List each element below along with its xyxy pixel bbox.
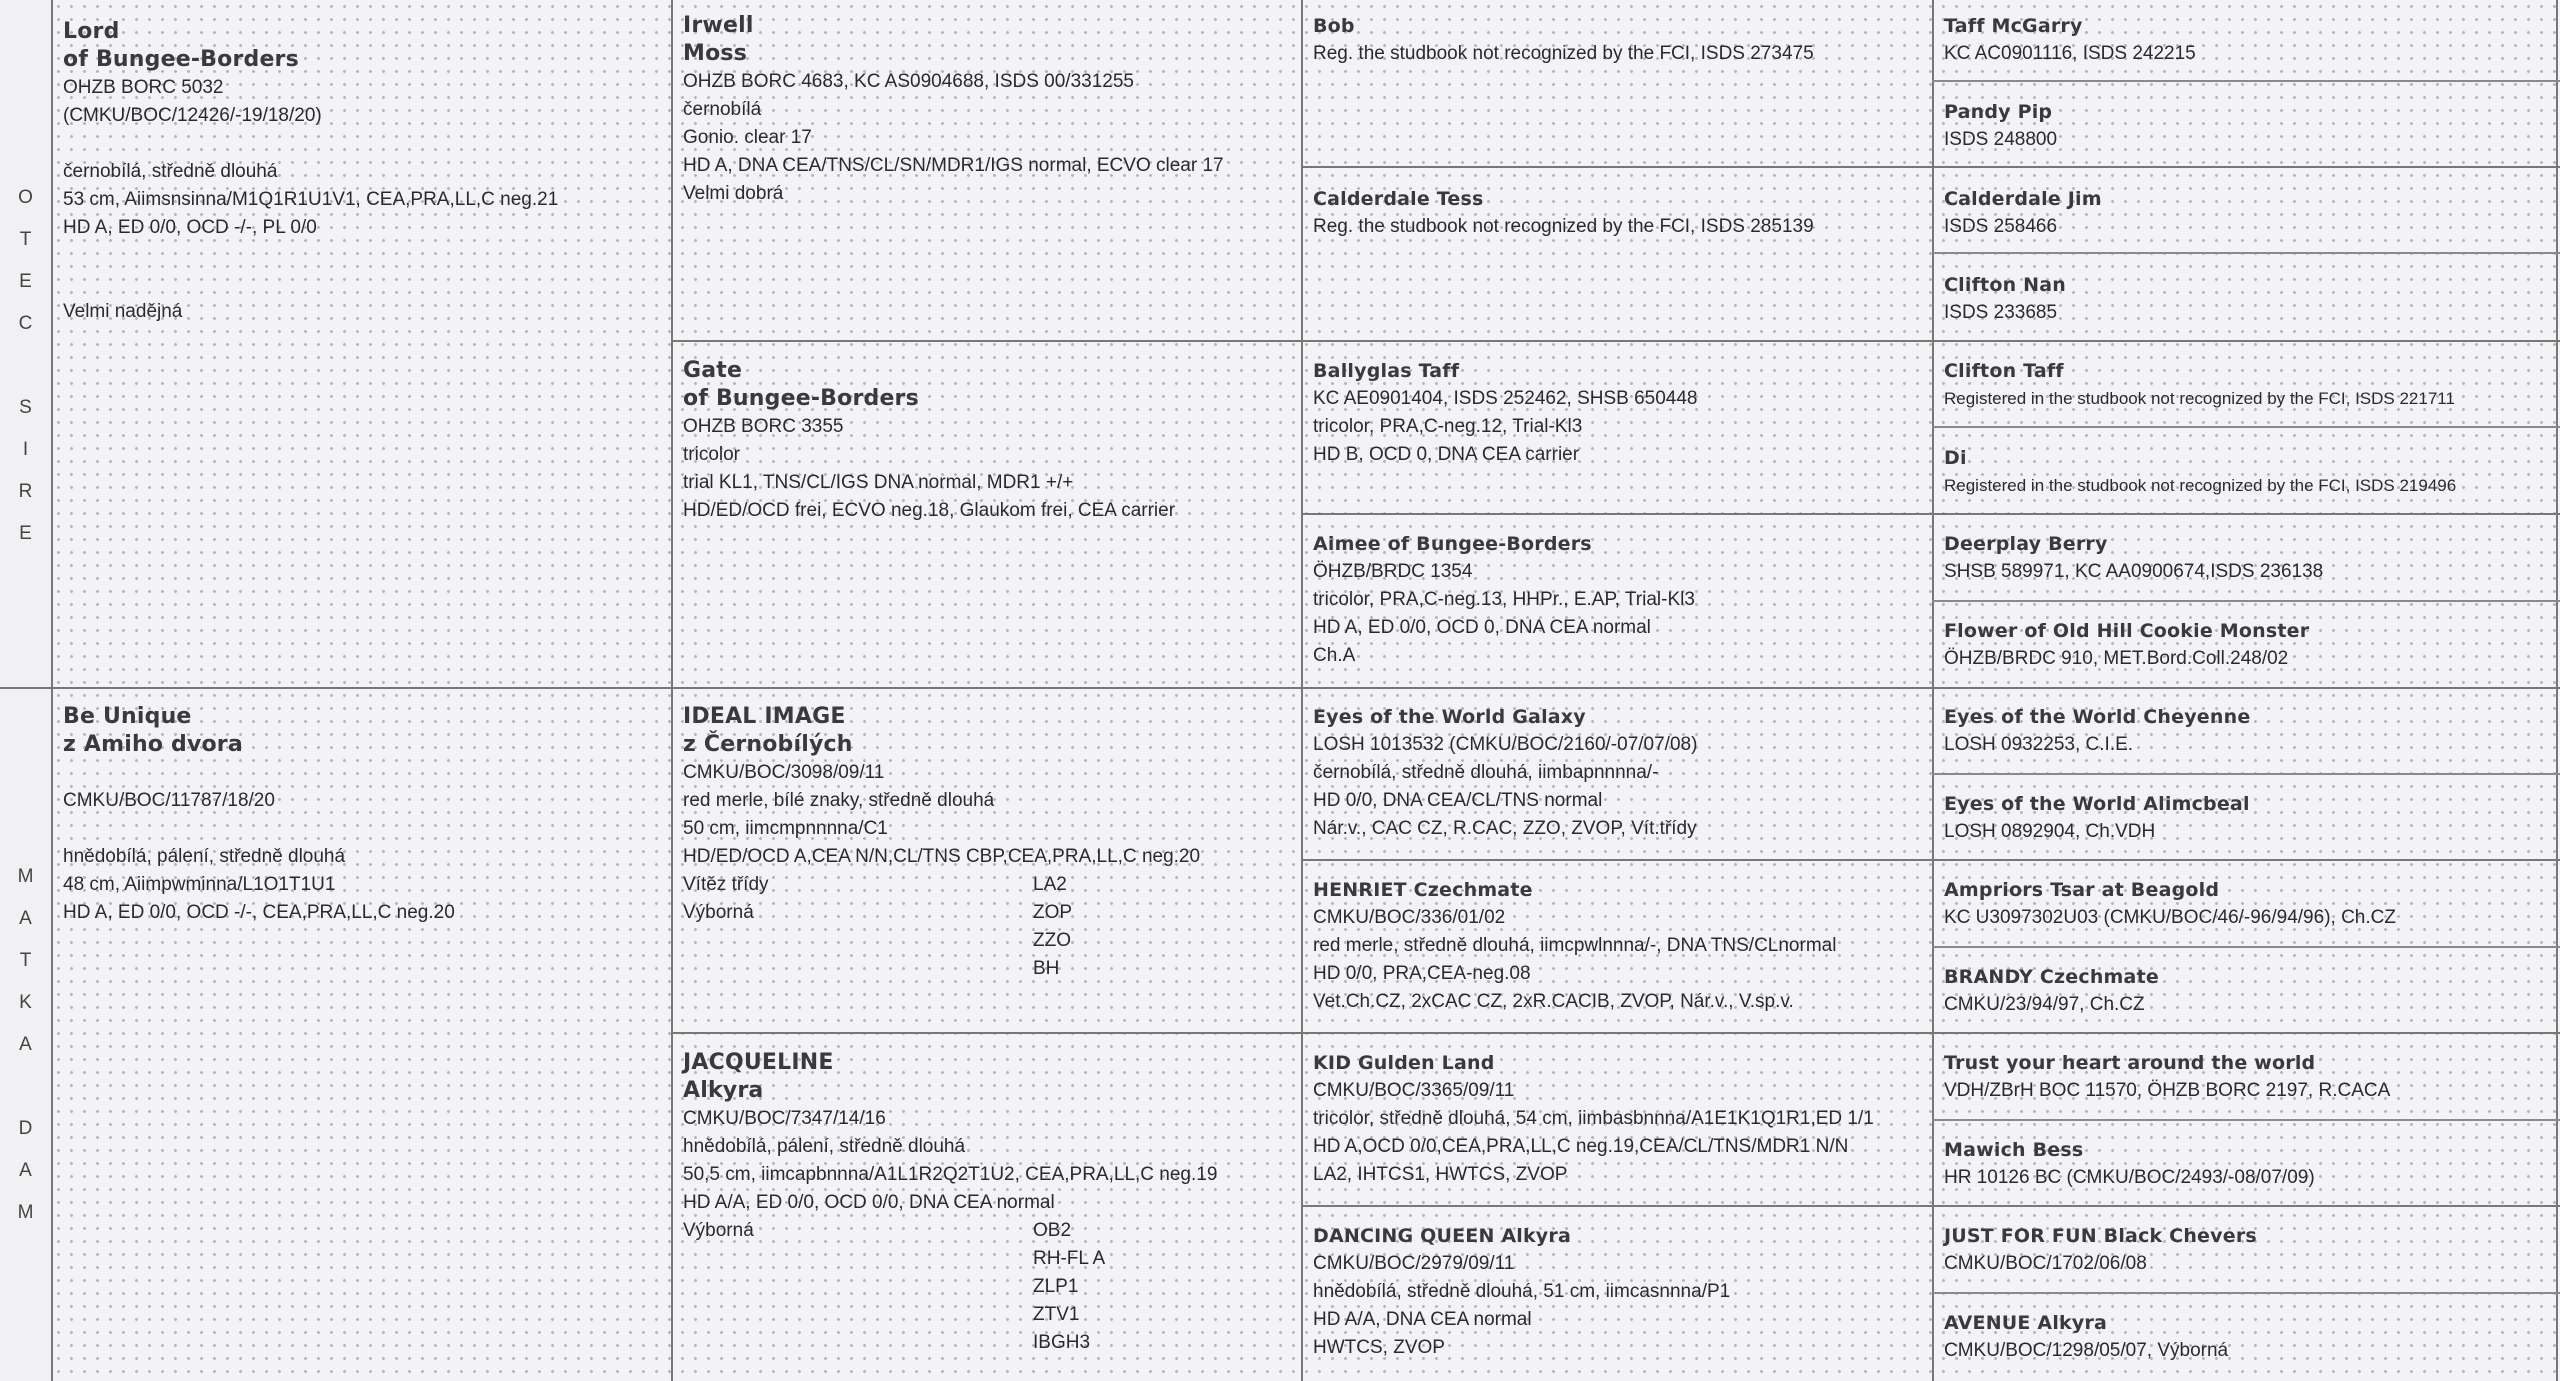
row-divider: [1301, 1205, 2560, 1207]
gen3-cell: [1303, 530, 1932, 670]
row-divider: [1932, 80, 2560, 82]
dog-info-line: CMKU/BOC/2979/09/11: [1313, 1253, 1515, 1274]
dog-name: Moss: [683, 41, 747, 66]
dam-letter: M: [17, 1202, 34, 1223]
gen4-cell: [1934, 357, 2556, 413]
dog-name: Mawich Bess: [1944, 1139, 2084, 1161]
gen4-cell: [1934, 790, 2556, 846]
title-row: [683, 1245, 1291, 1273]
dog-info-line: černobílá, středně dlouhá, iimbapnnnna/-: [1313, 762, 1659, 783]
dog-name: Bob: [1313, 15, 1355, 37]
dam-side-label: [0, 688, 53, 1381]
dog-info-line: CMKU/BOC/1298/05/07, Výborná: [1944, 1340, 2229, 1361]
row-divider: [1932, 946, 2560, 948]
row-divider: [1932, 773, 2560, 775]
sire-letter: E: [19, 271, 32, 292]
gen4-cell: [1934, 12, 2556, 68]
rating-text: [683, 927, 1033, 955]
gen4-cell: [1934, 963, 2556, 1019]
dog-info-line: HD/ED/OCD A,CEA N/N,CL/TNS CBP,CEA,PRA,LL,C neg.20: [683, 846, 1201, 867]
dog-info-line: [63, 242, 659, 270]
dam-letter: A: [19, 1160, 32, 1181]
dog-name: DANCING QUEEN Alkyra: [1313, 1225, 1571, 1247]
dam-letter: A: [19, 908, 32, 929]
gen4-cell: [1934, 444, 2556, 500]
dog-info-line: CMKU/23/94/97, Ch.CZ: [1944, 994, 2145, 1015]
dog-info-line: Nár.v., CAC CZ, R.CAC, ZZO, ZVOP, Vít.třídy: [1313, 818, 1697, 839]
dog-name: Be Unique: [63, 704, 192, 729]
gen4-cell: [1934, 876, 2556, 932]
dog-info-line: trial KL1, TNS/CL/IGS DNA normal, MDR1 +/+: [683, 472, 1074, 493]
dog-info-line: OHZB BORC 4683, KC AS0904688, ISDS 00/331255: [683, 71, 1134, 92]
dog-info-line: Reg. the studbook not recognized by the FCI, ISDS 285139: [1313, 216, 1814, 237]
gen3-cell: [1303, 703, 1932, 843]
dog-info-line: CMKU/BOC/1702/06/08: [1944, 1253, 2147, 1274]
dam-letter: T: [19, 950, 32, 971]
column-divider: [2556, 0, 2558, 1381]
sire-dam-cell: [673, 357, 1301, 525]
dog-info-line: LOSH 0932253, C.I.E.: [1944, 734, 2134, 755]
dog-name: JACQUELINE: [683, 1050, 834, 1075]
sire-letter: S: [19, 397, 32, 418]
gen4-cell: [1934, 617, 2556, 673]
title-code: OB2: [1033, 1220, 1072, 1241]
row-divider: [0, 687, 2560, 689]
dog-info-line: KC U3097302U03 (CMKU/BOC/46/-96/94/96), Ch.CZ: [1944, 907, 2396, 928]
dog-info-line: Registered in the studbook not recognized by the FCI, ISDS 219496: [1944, 476, 2457, 495]
dog-info-line: CMKU/BOC/3365/09/11: [1313, 1080, 1515, 1101]
dog-name: Irwell: [683, 13, 754, 38]
dog-info-line: VDH/ZBrH BOC 11570, ÖHZB BORC 2197, R.CACA: [1944, 1080, 2391, 1101]
title-code: ZTV1: [1033, 1304, 1080, 1325]
sire-letter: R: [18, 481, 33, 502]
dog-name: Flower of Old Hill Cookie Monster: [1944, 620, 2310, 642]
rating-text: Výborná: [683, 1220, 754, 1241]
dog-info-line: Ch.A: [1313, 645, 1356, 666]
row-divider: [1301, 166, 2560, 168]
gen4-cell: [1934, 1309, 2556, 1365]
row-divider: [1932, 426, 2560, 428]
dog-info-line: ISDS 233685: [1944, 302, 2058, 323]
dog-info-line: ISDS 258466: [1944, 216, 2058, 237]
gen4-cell: [1934, 530, 2556, 586]
dog-info-line: SHSB 589971, KC AA0900674,ISDS 236138: [1944, 561, 2324, 582]
sire-side-label: [0, 0, 53, 688]
dog-info-line: černobílá: [683, 99, 762, 120]
dog-info-line: HD 0/0, PRA,CEA-neg.08: [1313, 963, 1531, 984]
dam-letter: A: [19, 1034, 32, 1055]
dog-info-line: HD A, ED 0/0, OCD 0, DNA CEA normal: [1313, 617, 1651, 638]
dog-name: HENRIET Czechmate: [1313, 879, 1533, 901]
dog-info-line: hnědobílá, středně dlouhá, 51 cm, iimcasnnna/P1: [1313, 1281, 1731, 1302]
gen4-cell: [1934, 703, 2556, 759]
dog-name: Clifton Taff: [1944, 360, 2064, 382]
dog-info-line: ÖHZB/BRDC 1354: [1313, 561, 1473, 582]
gen4-cell: [1934, 1222, 2556, 1278]
dog-name: Trust your heart around the world: [1944, 1052, 2316, 1074]
dog-info-line: HD A/A, DNA CEA normal: [1313, 1309, 1532, 1330]
dog-name: Gate: [683, 358, 743, 383]
sire-letter: C: [18, 313, 33, 334]
sire-letter: O: [18, 187, 33, 208]
gen4-cell: [1934, 98, 2556, 154]
dog-name: Aimee of Bungee-Borders: [1313, 533, 1592, 555]
dog-info-line: černobílá, středně dlouhá: [63, 161, 278, 182]
dam-letter: D: [18, 1118, 33, 1139]
title-row: [683, 899, 1291, 927]
dog-name: Deerplay Berry: [1944, 533, 2108, 555]
rating-text: Výborná: [683, 902, 754, 923]
row-divider: [1301, 513, 2560, 515]
title-row: [683, 1329, 1291, 1357]
dog-name: IDEAL IMAGE: [683, 704, 846, 729]
dog-name: JUST FOR FUN Black Chevers: [1944, 1225, 2257, 1247]
dog-info-line: HD A, ED 0/0, OCD -/-, CEA,PRA,LL,C neg.20: [63, 902, 455, 923]
rating-text: [683, 1273, 1033, 1301]
gen4-cell: [1934, 1049, 2556, 1105]
dog-name: Ampriors Tsar at Beagold: [1944, 879, 2220, 901]
sire-letter: I: [22, 439, 29, 460]
dog-info-line: ISDS 248800: [1944, 129, 2058, 150]
dog-info-line: HD B, OCD 0, DNA CEA carrier: [1313, 444, 1580, 465]
dog-info-line: CMKU/BOC/336/01/02: [1313, 907, 1506, 928]
dog-info-line: red merle, bílé znaky, středně dlouhá: [683, 790, 995, 811]
dog-info-line: LOSH 0892904, Ch.VDH: [1944, 821, 2156, 842]
title-code: ZZO: [1033, 930, 1071, 951]
row-divider: [1932, 1119, 2560, 1121]
dog-info-line: KC AE0901404, ISDS 252462, SHSB 650448: [1313, 388, 1698, 409]
gen3-cell: [1303, 876, 1932, 1016]
dog-info-line: HD A, ED 0/0, OCD -/-, PL 0/0: [63, 217, 317, 238]
title-code: LA2: [1033, 874, 1067, 895]
dam-cell: [53, 703, 669, 927]
dog-info-line: HR 10126 BC (CMKU/BOC/2493/-08/07/09): [1944, 1167, 2315, 1188]
title-row: [683, 1217, 1291, 1245]
dog-info-line: Velmi nadějná: [63, 301, 183, 322]
dog-info-line: 48 cm, Aiimpwminna/L1O1T1U1: [63, 874, 336, 895]
dog-name: BRANDY Czechmate: [1944, 966, 2159, 988]
dog-info-line: HD A/A, ED 0/0, OCD 0/0, DNA CEA normal: [683, 1192, 1055, 1213]
title-code: RH-FL A: [1033, 1248, 1106, 1269]
dog-info-line: HD 0/0, DNA CEA/CL/TNS normal: [1313, 790, 1603, 811]
dog-info-line: 50,5 cm, iimcapbnnna/A1L1R2Q2T1U2, CEA,PRA,LL,C neg.19: [683, 1164, 1218, 1185]
dog-info-line: hnědobílá, pálení, středně dlouhá: [683, 1136, 966, 1157]
dog-info-line: LOSH 1013532 (CMKU/BOC/2160/-07/07/08): [1313, 734, 1698, 755]
dog-name: Calderdale Tess: [1313, 188, 1484, 210]
row-divider: [1932, 1292, 2560, 1294]
sire-cell: [53, 18, 669, 326]
gen3-cell: [1303, 12, 1932, 68]
gen3-cell: [1303, 185, 1932, 241]
dog-name: Pandy Pip: [1944, 101, 2053, 123]
dog-info-line: red merle, středně dlouhá, iimcpwlnnna/-, DNA TNS/CLnormal: [1313, 935, 1837, 956]
dog-info-line: LA2, IHTCS1, HWTCS, ZVOP: [1313, 1164, 1568, 1185]
sire-letter: T: [19, 229, 32, 250]
dam-sire-cell: [673, 703, 1301, 983]
dog-name: z Amiho dvora: [63, 732, 243, 757]
dog-name: of Bungee-Borders: [63, 47, 299, 72]
dog-info-line: tricolor: [683, 444, 741, 465]
title-row: [683, 1273, 1291, 1301]
dog-info-line: Velmi dobrá: [683, 183, 784, 204]
gen3-cell: [1303, 1049, 1932, 1189]
row-divider: [1932, 600, 2560, 602]
dam-letter: [0, 1066, 51, 1108]
dog-info-line: 53 cm, Aiimsnsinna/M1Q1R1U1V1, CEA,PRA,LL,C neg.21: [63, 189, 559, 210]
dog-info-line: [63, 270, 659, 298]
gen3-cell: [1303, 1222, 1932, 1362]
dog-info-line: Gonio. clear 17: [683, 127, 812, 148]
dam-dam-cell: [673, 1049, 1301, 1357]
dog-info-line: CMKU/BOC/3098/09/11: [683, 762, 885, 783]
rating-text: [683, 1329, 1033, 1357]
row-divider: [671, 340, 2560, 342]
dog-name: Alkyra: [683, 1078, 764, 1103]
title-row: [683, 1301, 1291, 1329]
dog-name: Ballyglas Taff: [1313, 360, 1460, 382]
dog-info-line: Reg. the studbook not recognized by the FCI, ISDS 273475: [1313, 43, 1814, 64]
sire-letter: E: [19, 523, 32, 544]
dog-info-line: [63, 759, 659, 787]
title-row: [683, 871, 1291, 899]
dog-name: Taff McGarry: [1944, 15, 2083, 37]
dog-info-line: tricolor, PRA,C-neg.13, HHPr., E.AP, Trial-Kl3: [1313, 589, 1695, 610]
dog-info-line: OHZB BORC 5032: [63, 77, 224, 98]
dog-name: z Černobílých: [683, 732, 853, 757]
title-code: BH: [1033, 958, 1060, 979]
dog-name: of Bungee-Borders: [683, 386, 919, 411]
dog-name: Eyes of the World Cheyenne: [1944, 706, 2251, 728]
title-code: ZOP: [1033, 902, 1073, 923]
dog-info-line: HWTCS, ZVOP: [1313, 1337, 1445, 1358]
dog-info-line: 50 cm, iimcmpnnnna/C1: [683, 818, 888, 839]
row-divider: [1301, 859, 2560, 861]
dog-info-line: [63, 130, 659, 158]
title-row: [683, 955, 1291, 983]
gen4-cell: [1934, 1136, 2556, 1192]
rating-text: [683, 1301, 1033, 1329]
dog-info-line: OHZB BORC 3355: [683, 416, 844, 437]
dog-info-line: Vet.Ch.CZ, 2xCAC CZ, 2xR.CACIB, ZVOP, Nár.v., V.sp.v.: [1313, 991, 1794, 1012]
sire-sire-cell: [673, 12, 1301, 208]
rating-text: [683, 955, 1033, 983]
gen4-cell: [1934, 271, 2556, 327]
dog-info-line: KC AC0901116, ISDS 242215: [1944, 43, 2196, 64]
row-divider: [671, 1032, 2560, 1034]
dog-info-line: tricolor, PRA,C-neg.12, Trial-Kl3: [1313, 416, 1583, 437]
title-code: IBGH3: [1033, 1332, 1091, 1353]
dog-info-line: CMKU/BOC/11787/18/20: [63, 790, 275, 811]
dog-name: Di: [1944, 447, 1967, 469]
dog-info-line: Registered in the studbook not recognized by the FCI, ISDS 221711: [1944, 389, 2455, 408]
dog-name: Eyes of the World Alimcbeal: [1944, 793, 2250, 815]
dog-info-line: hnědobílá, pálení, středně dlouhá: [63, 846, 346, 867]
dog-name: Calderdale Jim: [1944, 188, 2102, 210]
gen3-cell: [1303, 357, 1932, 469]
dog-info-line: HD A,OCD 0/0,CEA,PRA,LL,C neg.19,CEA/CL/TNS/MDR1 N/N: [1313, 1136, 1849, 1157]
gen4-cell: [1934, 185, 2556, 241]
dog-name: Clifton Nan: [1944, 274, 2066, 296]
title-row: [683, 927, 1291, 955]
dog-name: AVENUE Alkyra: [1944, 1312, 2108, 1334]
dam-letter: K: [19, 992, 32, 1013]
sire-letter: [0, 345, 51, 387]
dog-info-line: ÖHZB/BRDC 910, MET.Bord.Coll.248/02: [1944, 648, 2289, 669]
dog-info-line: HD/ED/OCD frei, ECVO neg.18, Glaukom frei, CEA carrier: [683, 500, 1176, 521]
dog-info-line: tricolor, středně dlouhá, 54 cm, iimbasbnnna/A1E1K1Q1R1,ED 1/1: [1313, 1108, 1874, 1129]
rating-text: [683, 1245, 1033, 1273]
dog-name: Eyes of the World Galaxy: [1313, 706, 1586, 728]
dog-info-line: HD A, DNA CEA/TNS/CL/SN/MDR1/IGS normal, ECVO clear 17: [683, 155, 1224, 176]
dog-name: Lord: [63, 19, 120, 44]
title-code: ZLP1: [1033, 1276, 1079, 1297]
dog-info-line: [63, 815, 659, 843]
row-divider: [1932, 252, 2560, 254]
rating-text: Vítěz třídy: [683, 874, 769, 895]
dog-info-line: (CMKU/BOC/12426/-19/18/20): [63, 105, 322, 126]
dog-info-line: CMKU/BOC/7347/14/16: [683, 1108, 886, 1129]
dog-name: KID Gulden Land: [1313, 1052, 1495, 1074]
dam-letter: M: [17, 866, 34, 887]
